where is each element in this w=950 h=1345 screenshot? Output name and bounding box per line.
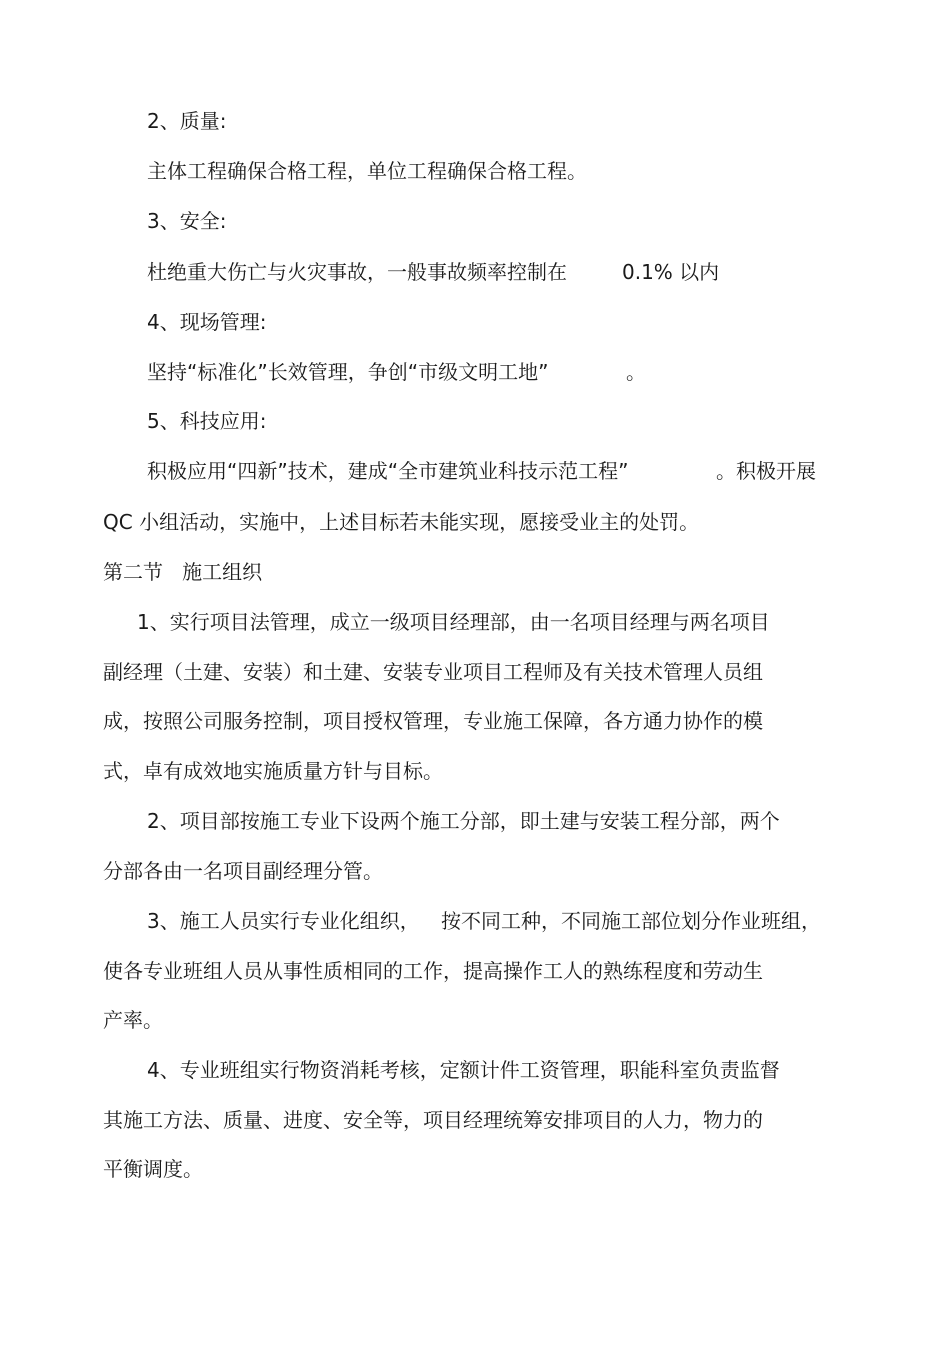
safety-heading: 3、安全: [147,209,227,233]
tech-line-2: QC 小组活动，实施中，上述目标若未能实现，愿接受业主的处罚。 [103,510,700,534]
paragraph-3-line-3: 产率。 [103,1008,163,1032]
site-end-mark: 。 [626,360,646,384]
paragraph-3-line-2: 使各专业班组人员从事性质相同的工作，提高操作工人的熟练程度和劳动生 [103,959,763,983]
paragraph-1-line-2: 副经理（土建、安装）和土建、安装专业项目工程师及有关技术管理人员组 [103,660,763,684]
paragraph-3-line-1b: 按不同工种，不同施工部位划分作业班组， [441,909,821,933]
tech-heading: 5、科技应用: [147,409,267,433]
paragraph-3-line-1a: 3、施工人员实行专业化组织， [147,909,420,933]
tech-line-1: 积极应用“四新”技术，建成“全市建筑业科技示范工程” [147,459,629,483]
paragraph-4-line-3: 平衡调度。 [103,1157,203,1181]
section-heading: 第二节 施工组织 [103,560,263,584]
tech-line-1-end: 。积极开展 [716,459,816,483]
quality-heading: 2、质量: [147,109,227,133]
paragraph-4-line-1: 4、专业班组实行物资消耗考核，定额计件工资管理，职能科室负责监督 [147,1058,780,1082]
site-text: 坚持“标准化”长效管理，争创“市级文明工地” [147,360,549,384]
paragraph-1-line-4: 式，卓有成效地实施质量方针与目标。 [103,759,443,783]
safety-text: 杜绝重大伤亡与火灾事故，一般事故频率控制在 [147,260,567,284]
paragraph-1-line-1: 1、实行项目法管理，成立一级项目经理部，由一名项目经理与两名项目 [137,610,770,634]
site-heading: 4、现场管理: [147,310,267,334]
quality-text: 主体工程确保合格工程，单位工程确保合格工程。 [147,159,587,183]
paragraph-1-line-3: 成，按照公司服务控制，项目授权管理，专业施工保障，各方通力协作的模 [103,709,763,733]
paragraph-2-line-2: 分部各由一名项目副经理分管。 [103,859,383,883]
safety-value: 0.1% 以内 [622,260,720,284]
paragraph-4-line-2: 其施工方法、质量、进度、安全等，项目经理统筹安排项目的人力，物力的 [103,1108,763,1132]
paragraph-2-line-1: 2、项目部按施工专业下设两个施工分部，即土建与安装工程分部，两个 [147,809,780,833]
